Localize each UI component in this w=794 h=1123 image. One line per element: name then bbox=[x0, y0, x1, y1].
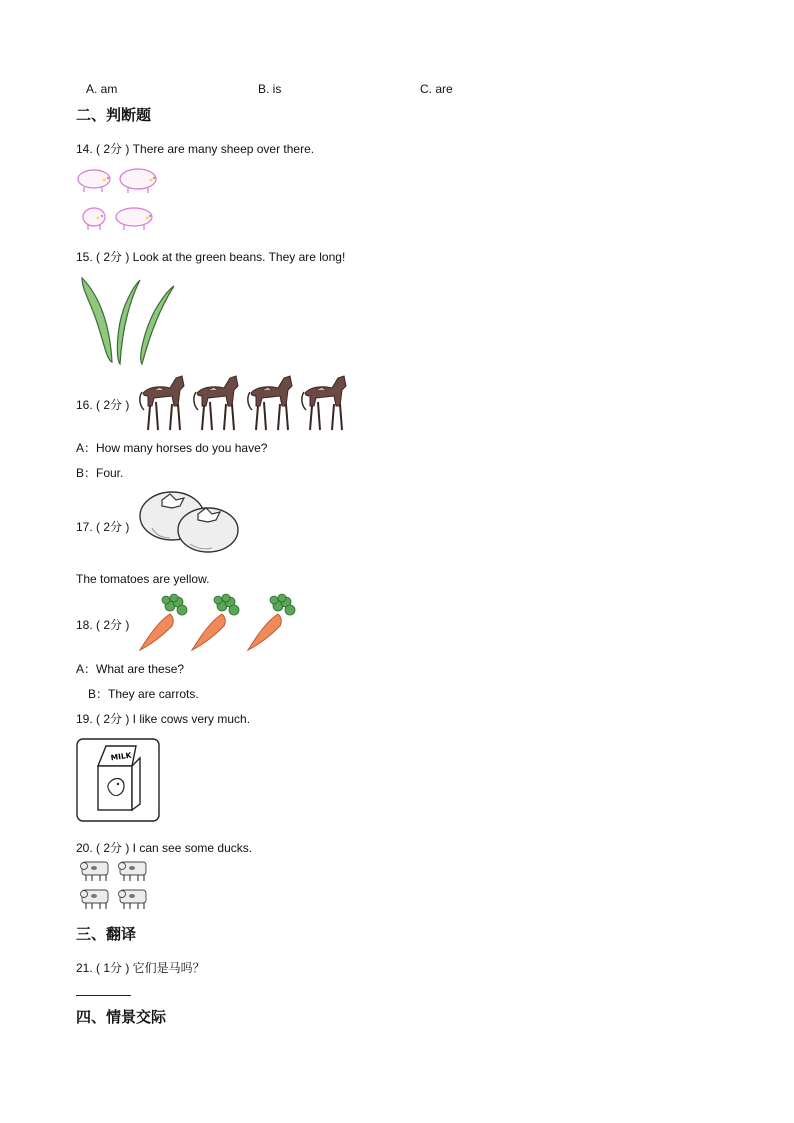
dialogue-line-a: A：What are these? bbox=[76, 662, 185, 676]
section-title-judgement: 二、判断题 bbox=[76, 107, 152, 124]
cow-icon bbox=[78, 858, 158, 914]
section-title-translation: 三、翻译 bbox=[76, 926, 137, 943]
sheep-icon bbox=[76, 164, 166, 232]
carrot-icon bbox=[136, 592, 300, 654]
option-a: A. am bbox=[86, 82, 118, 96]
dialogue-line-a: A：How many horses do you have? bbox=[76, 441, 268, 455]
question-20: 20. ( 2分 ) I can see some ducks. bbox=[76, 841, 253, 855]
tomato-icon bbox=[138, 488, 242, 554]
green-bean-icon bbox=[76, 274, 180, 368]
option-b: B. is bbox=[258, 82, 282, 96]
milk-label: MILK bbox=[110, 750, 133, 763]
question-21: 21. ( 1分 ) 它们是马吗？ bbox=[76, 961, 205, 975]
question-17-statement: The tomatoes are yellow. bbox=[76, 572, 210, 586]
question-16: 16. ( 2分 ) bbox=[76, 398, 130, 412]
question-18: 18. ( 2分 ) bbox=[76, 618, 130, 632]
dialogue-line-b: B：Four. bbox=[76, 466, 124, 480]
horse-icon bbox=[138, 370, 352, 434]
option-c: C. are bbox=[420, 82, 453, 96]
question-19: 19. ( 2分 ) I like cows very much. bbox=[76, 712, 251, 726]
milk-carton-icon bbox=[76, 738, 160, 822]
question-17: 17. ( 2分 ) bbox=[76, 520, 130, 534]
dialogue-line-b: B：They are carrots. bbox=[88, 687, 199, 701]
question-15: 15. ( 2分 ) Look at the green beans. They are long! bbox=[76, 250, 346, 264]
answer-blank-line bbox=[76, 995, 131, 996]
section-title-situational-communication: 四、情景交际 bbox=[76, 1009, 167, 1026]
question-14: 14. ( 2分 ) There are many sheep over there. bbox=[76, 142, 315, 156]
